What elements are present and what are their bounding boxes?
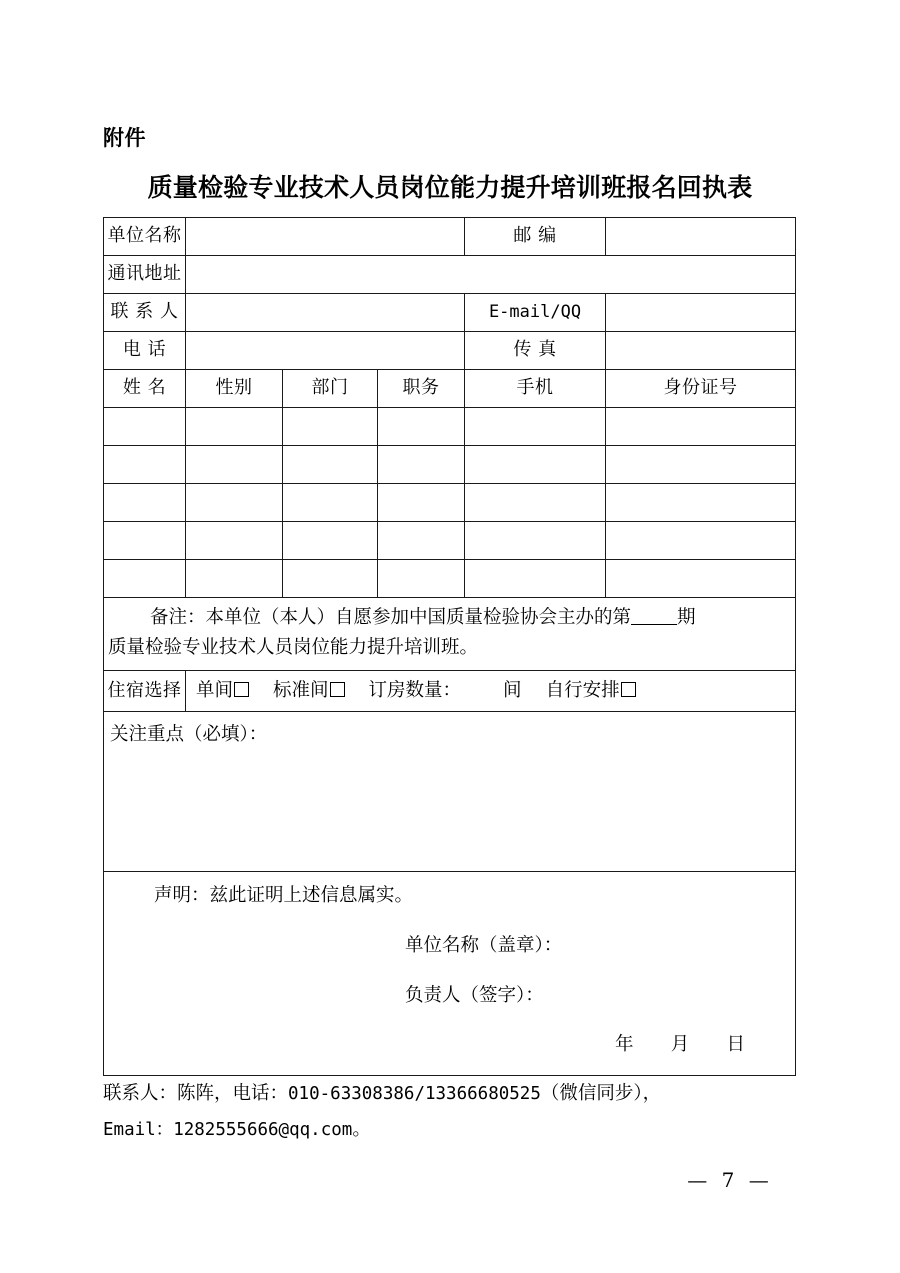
postcode-label: 邮 编 xyxy=(465,218,606,256)
person-cell-name[interactable] xyxy=(104,408,186,446)
person-cell-department[interactable] xyxy=(283,408,378,446)
declaration-responsible-signature[interactable]: 负责人（签字）： xyxy=(405,985,544,1007)
person-cell-department[interactable] xyxy=(283,560,378,598)
person-cell-id-number[interactable] xyxy=(606,446,796,484)
person-cell-mobile[interactable] xyxy=(465,408,606,446)
remark-cell xyxy=(104,598,796,671)
footer-email-address: 1282555666@qq.com xyxy=(173,1120,353,1141)
table-row-contact xyxy=(104,294,796,332)
checkbox-standard-room[interactable] xyxy=(330,682,345,697)
attachment-label: 附件 xyxy=(103,126,146,150)
person-table-row xyxy=(104,522,796,560)
phone-label: 电 话 xyxy=(104,332,186,370)
footer-contact-suffix: （微信同步）， xyxy=(540,1083,662,1104)
page-title: 质量检验专业技术人员岗位能力提升培训班报名回执表 xyxy=(147,173,753,202)
footer-contact-info xyxy=(103,1076,863,1148)
contact-value[interactable] xyxy=(186,294,465,332)
remark-line1-prefix: 备注：本单位（本人）自愿参加中国质量检验协会主办的第 xyxy=(150,607,632,628)
remark-line1-suffix: 期 xyxy=(677,607,696,628)
table-row-remark xyxy=(104,598,796,671)
checkbox-self-arrange[interactable] xyxy=(621,682,636,697)
person-cell-id-number[interactable] xyxy=(606,408,796,446)
person-cell-name[interactable] xyxy=(104,484,186,522)
person-cell-position[interactable] xyxy=(378,484,465,522)
lodging-room-count-label: 订房数量： xyxy=(368,680,462,702)
person-cell-gender[interactable] xyxy=(186,522,283,560)
person-cell-position[interactable] xyxy=(378,522,465,560)
declaration-date-line[interactable] xyxy=(110,1034,787,1056)
person-header-name: 姓 名 xyxy=(104,370,186,408)
table-row-lodging xyxy=(104,670,796,711)
org-name-label: 单位名称 xyxy=(104,218,186,256)
person-table-row xyxy=(104,408,796,446)
lodging-single-room-label: 单间 xyxy=(196,680,234,702)
phone-value[interactable] xyxy=(186,332,465,370)
lodging-self-arrange-label: 自行安排 xyxy=(545,680,620,702)
person-cell-gender[interactable] xyxy=(186,446,283,484)
org-name-value[interactable] xyxy=(186,218,465,256)
registration-form-table xyxy=(103,217,796,1076)
page-number: — 7 — xyxy=(687,1168,773,1192)
person-header-mobile: 手机 xyxy=(465,370,606,408)
lodging-label: 住宿选择 xyxy=(104,670,186,711)
person-header-id-number: 身份证号 xyxy=(606,370,796,408)
person-cell-name[interactable] xyxy=(104,446,186,484)
lodging-room-unit: 间 xyxy=(503,680,522,702)
person-cell-gender[interactable] xyxy=(186,560,283,598)
table-row-focus xyxy=(104,711,796,871)
person-header-gender: 性别 xyxy=(186,370,283,408)
table-row-declaration xyxy=(104,871,796,1075)
table-row-address xyxy=(104,256,796,294)
declaration-date-year: 年 xyxy=(615,1033,671,1055)
person-cell-name[interactable] xyxy=(104,560,186,598)
lodging-standard-room-label: 标准间 xyxy=(273,680,329,702)
table-row-org-name xyxy=(104,218,796,256)
person-table-header-row xyxy=(104,370,796,408)
declaration-cell xyxy=(104,871,796,1075)
address-value[interactable] xyxy=(186,256,796,294)
declaration-date-day: 日 xyxy=(726,1033,745,1055)
footer-line-1 xyxy=(103,1076,863,1112)
declaration-date-month: 月 xyxy=(670,1033,727,1055)
person-cell-mobile[interactable] xyxy=(465,446,606,484)
person-cell-gender[interactable] xyxy=(186,408,283,446)
table-row-phone xyxy=(104,332,796,370)
lodging-options-cell xyxy=(186,670,796,711)
declaration-statement: 声明：兹此证明上述信息属实。 xyxy=(154,884,414,906)
footer-email-suffix: 。 xyxy=(352,1119,371,1141)
remark-blank-field[interactable] xyxy=(631,624,677,625)
person-table-row xyxy=(104,446,796,484)
person-cell-mobile[interactable] xyxy=(465,522,606,560)
person-cell-id-number[interactable] xyxy=(606,484,796,522)
person-cell-position[interactable] xyxy=(378,446,465,484)
person-cell-position[interactable] xyxy=(378,408,465,446)
person-cell-position[interactable] xyxy=(378,560,465,598)
person-cell-department[interactable] xyxy=(283,484,378,522)
focus-cell[interactable] xyxy=(104,711,796,871)
person-cell-department[interactable] xyxy=(283,446,378,484)
email-qq-label: E-mail/QQ xyxy=(465,294,606,332)
person-header-position: 职务 xyxy=(378,370,465,408)
fax-value[interactable] xyxy=(606,332,796,370)
email-qq-value[interactable] xyxy=(606,294,796,332)
footer-email-prefix: Email： xyxy=(103,1120,174,1141)
person-cell-department[interactable] xyxy=(283,522,378,560)
person-cell-id-number[interactable] xyxy=(606,522,796,560)
declaration-org-seal[interactable]: 单位名称（盖章）： xyxy=(405,935,563,957)
fax-label: 传 真 xyxy=(465,332,606,370)
footer-line-2 xyxy=(103,1112,863,1148)
person-cell-gender[interactable] xyxy=(186,484,283,522)
person-table-row xyxy=(104,484,796,522)
address-label: 通讯地址 xyxy=(104,256,186,294)
remark-line2: 质量检验专业技术人员岗位能力提升培训班。 xyxy=(108,636,479,658)
contact-label: 联 系 人 xyxy=(104,294,186,332)
checkbox-single-room[interactable] xyxy=(234,682,249,697)
person-cell-id-number[interactable] xyxy=(606,560,796,598)
person-table-row xyxy=(104,560,796,598)
person-header-department: 部门 xyxy=(283,370,378,408)
person-cell-name[interactable] xyxy=(104,522,186,560)
footer-phone-numbers: 010-63308386/13366680525 xyxy=(288,1084,541,1104)
person-cell-mobile[interactable] xyxy=(465,484,606,522)
focus-label: 关注重点（必填）： xyxy=(110,723,268,745)
footer-contact-prefix: 联系人：陈阵，电话： xyxy=(103,1083,289,1104)
person-cell-mobile[interactable] xyxy=(465,560,606,598)
postcode-value[interactable] xyxy=(606,218,796,256)
